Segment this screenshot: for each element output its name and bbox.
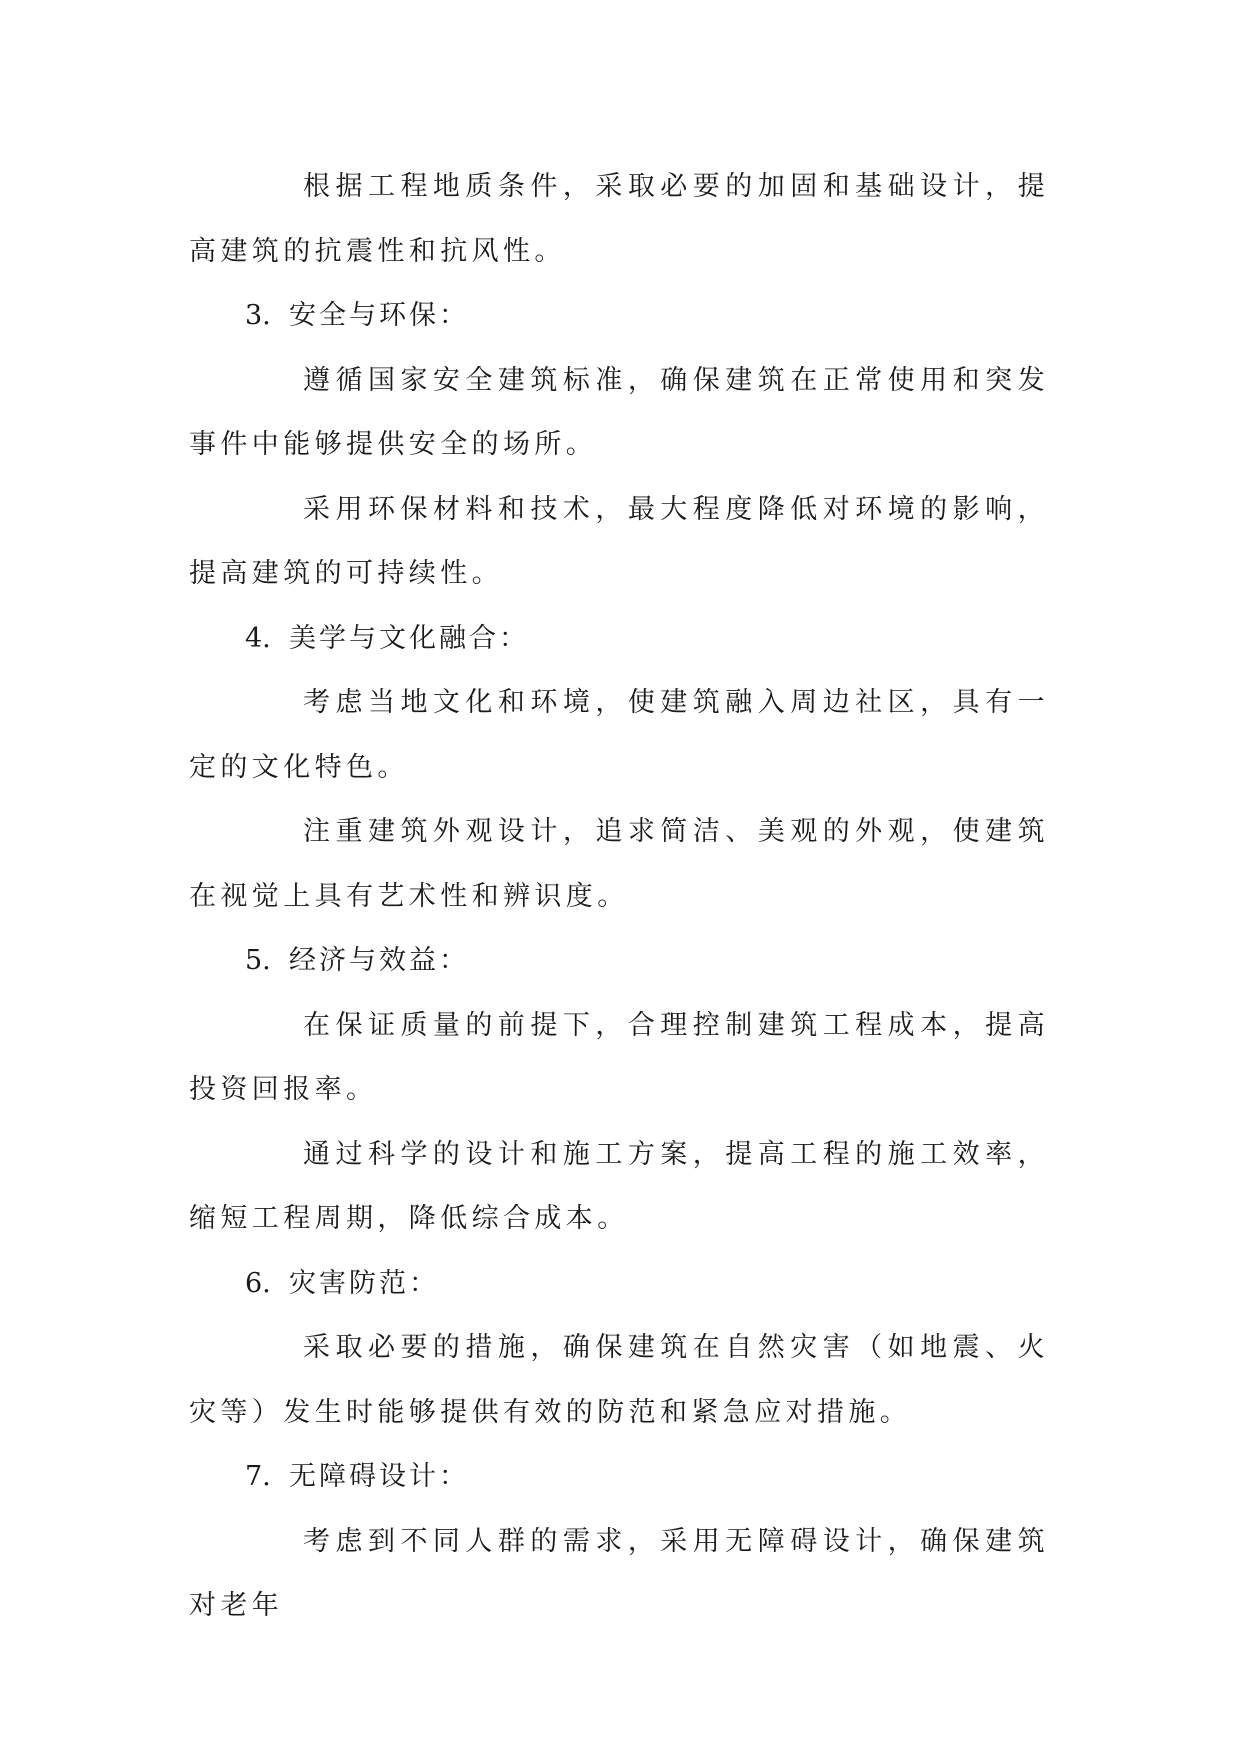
section-number: 6. — [245, 1267, 271, 1299]
paragraph: 根据工程地质条件，采取必要的加固和基础设计，提高建筑的抗震性和抗风性。 — [189, 171, 1049, 267]
section-number: 3. — [245, 300, 271, 331]
paragraph: 在保证质量的前提下，合理控制建筑工程成本，提高投资回报率。 — [189, 1009, 1049, 1105]
paragraph: 遵循国家安全建筑标准，确保建筑在正常使用和突发事件中能够提供安全的场所。 — [189, 364, 1049, 460]
section-title: 安全与环保： — [289, 300, 469, 331]
section-heading — [189, 284, 1049, 349]
section-heading — [189, 1445, 1049, 1510]
section-title: 美学与文化融合： — [289, 622, 529, 654]
paragraph: 采用环保材料和技术，最大程度降低对环境的影响，提高建筑的可持续性。 — [189, 493, 1049, 589]
paragraph: 采取必要的措施，确保建筑在自然灾害（如地震、火灾等）发生时能够提供有效的防范和紧急应对措施。 — [189, 1332, 1049, 1428]
section-number: 5. — [245, 945, 271, 976]
section-heading — [189, 929, 1049, 994]
paragraph: 通过科学的设计和施工方案，提高工程的施工效率，缩短工程周期，降低综合成本。 — [189, 1138, 1049, 1234]
section-heading — [189, 1252, 1049, 1317]
paragraph: 考虑到不同人群的需求，采用无障碍设计，确保建筑对老年 — [189, 1525, 1049, 1621]
document-page — [189, 155, 1049, 1639]
section-title: 经济与效益： — [289, 945, 469, 976]
paragraph: 考虑当地文化和环境，使建筑融入周边社区，具有一定的文化特色。 — [189, 687, 1049, 783]
section-number: 7. — [245, 1461, 271, 1492]
section-number: 4. — [245, 622, 271, 654]
paragraph: 注重建筑外观设计，追求简洁、美观的外观，使建筑在视觉上具有艺术性和辨识度。 — [189, 816, 1049, 912]
section-title: 无障碍设计： — [289, 1461, 469, 1492]
section-title: 灾害防范： — [289, 1267, 439, 1299]
section-heading — [189, 607, 1049, 672]
